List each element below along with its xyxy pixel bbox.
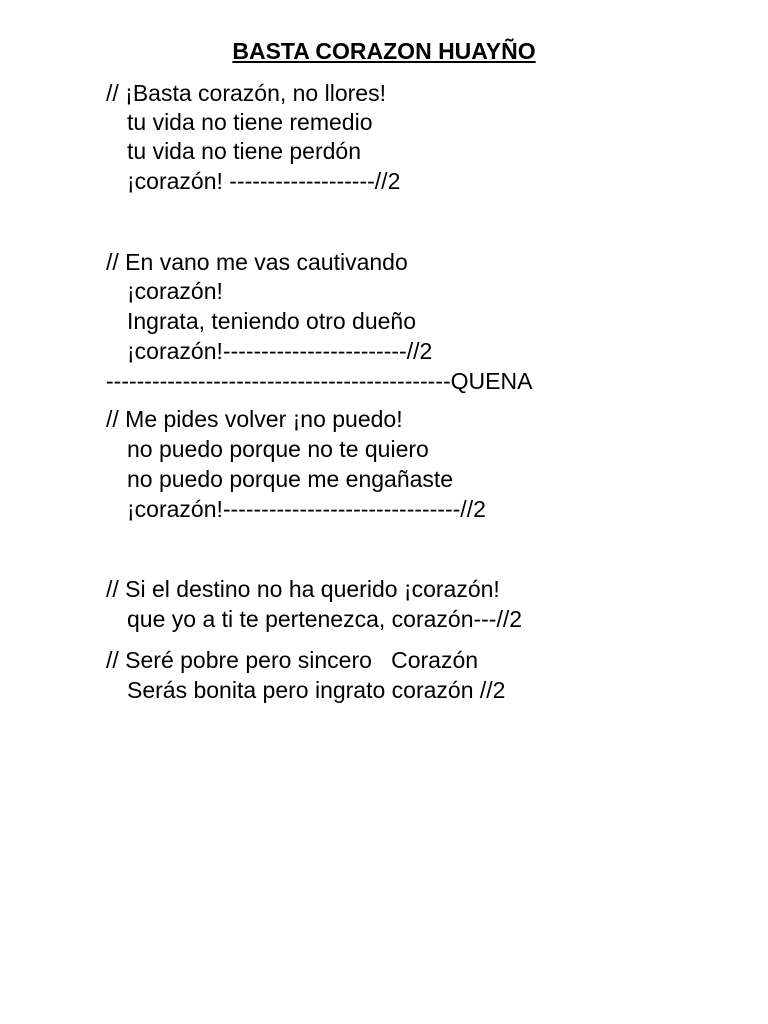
song-title: BASTA CORAZON HUAYÑO bbox=[232, 38, 536, 64]
verse3-line4: ¡corazón!-------------------------------//2 bbox=[127, 496, 486, 522]
verse2-line4: ¡corazón!------------------------//2 bbox=[127, 338, 433, 364]
verse5-line1: // Seré pobre pero sincero Corazón bbox=[106, 647, 479, 673]
verse1-line2: tu vida no tiene remedio bbox=[127, 109, 373, 135]
verse5-line2: Serás bonita pero ingrato corazón //2 bbox=[127, 677, 506, 703]
verse1-line3: tu vida no tiene perdón bbox=[127, 138, 362, 164]
verse3-line1: // Me pides volver ¡no puedo! bbox=[106, 406, 403, 432]
verse1-line1: // ¡Basta corazón, no llores! bbox=[106, 80, 386, 106]
verse1-line4: ¡corazón! -------------------//2 bbox=[127, 168, 401, 194]
verse4-line2: que yo a ti te pertenezca, corazón---//2 bbox=[127, 606, 523, 632]
verse4-line1: // Si el destino no ha querido ¡corazón! bbox=[106, 576, 500, 602]
verse3-line2: no puedo porque no te quiero bbox=[127, 436, 429, 462]
verse2-line2: ¡corazón! bbox=[127, 278, 223, 304]
verse2-line3: Ingrata, teniendo otro dueño bbox=[127, 308, 417, 334]
verse3-line3: no puedo porque me engañaste bbox=[127, 466, 454, 492]
verse2-line1: // En vano me vas cautivando bbox=[106, 249, 408, 275]
interlude-line: ---------------------------------------------QUENA bbox=[106, 368, 533, 394]
